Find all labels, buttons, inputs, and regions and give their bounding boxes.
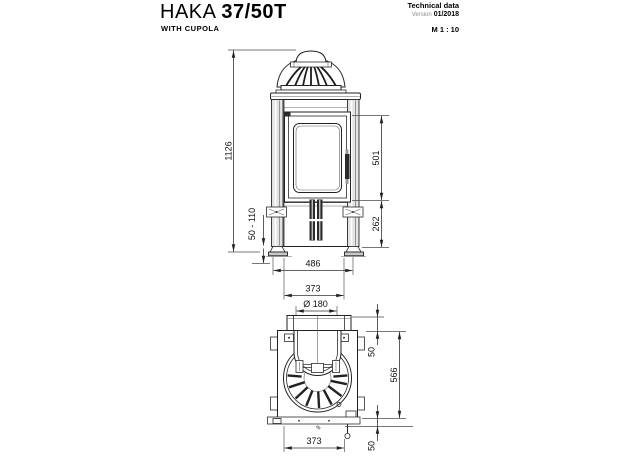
model-name: HAKA xyxy=(160,1,216,23)
version-value: 01/2018 xyxy=(433,11,459,18)
dim-overall-height: 1126 xyxy=(223,141,234,161)
door-handle xyxy=(345,154,350,179)
small-note: 8 xyxy=(315,424,323,432)
dim-flue-diameter: Ø 180 xyxy=(303,299,328,309)
dim-overall-width: 486 xyxy=(305,258,321,269)
top-view xyxy=(268,304,414,452)
left-column xyxy=(272,100,284,247)
dim-door-height: 501 xyxy=(371,150,381,166)
scale-label: M 1 : 10 xyxy=(431,25,459,34)
foot-plate xyxy=(269,252,288,256)
dim-overall-depth: 566 xyxy=(389,367,399,383)
dim-plinth-height: 262 xyxy=(371,216,381,232)
damper-center-plate xyxy=(312,364,324,373)
door-front-block xyxy=(287,316,351,331)
dim-rear-depth: 50 xyxy=(366,440,377,452)
adjustable-feet xyxy=(266,247,366,257)
dim-foot-adjust-range: 50 - 110 xyxy=(247,207,257,241)
foot-plate xyxy=(345,252,364,256)
dim-body-width-bottom: 373 xyxy=(306,436,322,446)
version-label: Version xyxy=(411,12,432,18)
front-view xyxy=(224,50,390,342)
sensor-pin-eye xyxy=(345,433,350,438)
model-number: 37/50T xyxy=(221,1,287,23)
tech-data-label: Technical data xyxy=(407,1,459,10)
page-subtitle: WITH CUPOLA xyxy=(161,24,220,33)
cupola-dome-icon xyxy=(276,51,346,93)
dim-front-depth: 50 xyxy=(366,346,377,358)
dim-body-width: 373 xyxy=(305,283,321,294)
stove-body xyxy=(271,93,361,247)
